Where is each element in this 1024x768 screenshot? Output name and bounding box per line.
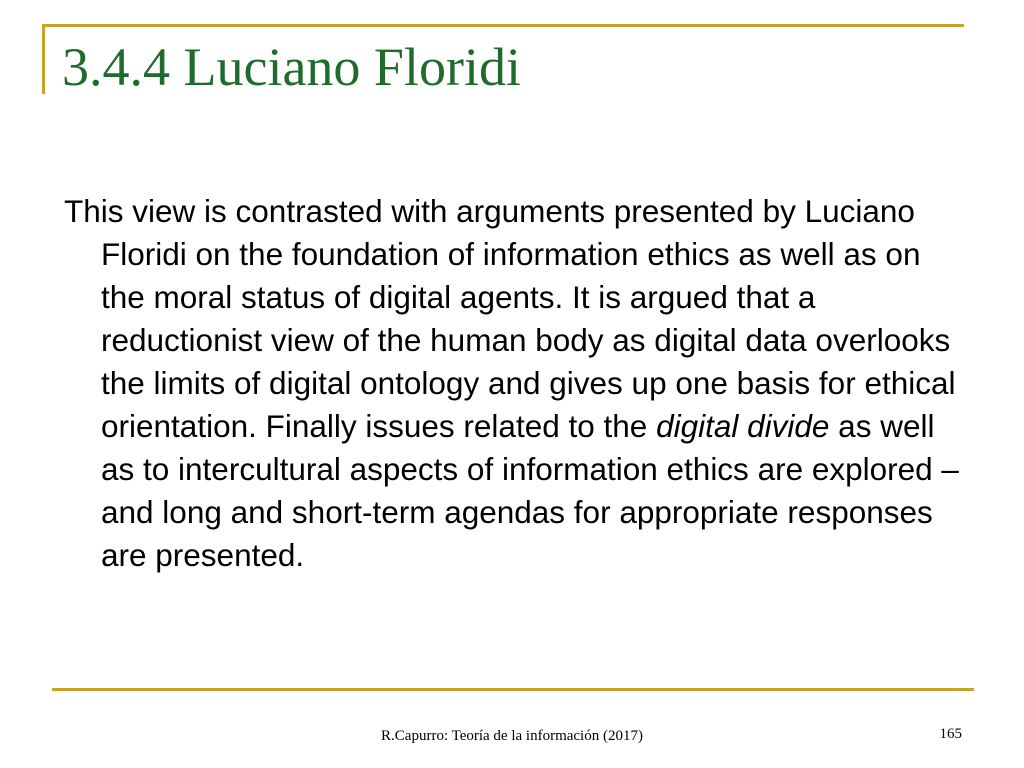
bottom-accent-line [52, 688, 974, 691]
body-paragraph [64, 190, 971, 577]
left-accent-line [42, 24, 45, 94]
top-accent-line [42, 24, 964, 27]
body-text-part2: as well as to intercultural aspects of information ethics are explored – and long and short-term agendas for appropriate responses are presented. [101, 408, 959, 573]
footer-source: R.Capurro: Teoría de la información (2017) [381, 728, 643, 744]
slide-title: 3.4.4 Luciano Floridi [62, 37, 521, 97]
body-text-emphasis: digital divide [656, 408, 830, 444]
page-number: 165 [939, 726, 962, 742]
body-text-part1: This view is contrasted with arguments presented by Luciano Floridi on the foundation of information ethics as well as on the moral status of digital agents. It is argued that a reductionist view of the human body as digital data overlooks the limits of digital ontology and gives up one basis for ethical orientation. Finally issues related to the [64, 193, 956, 444]
